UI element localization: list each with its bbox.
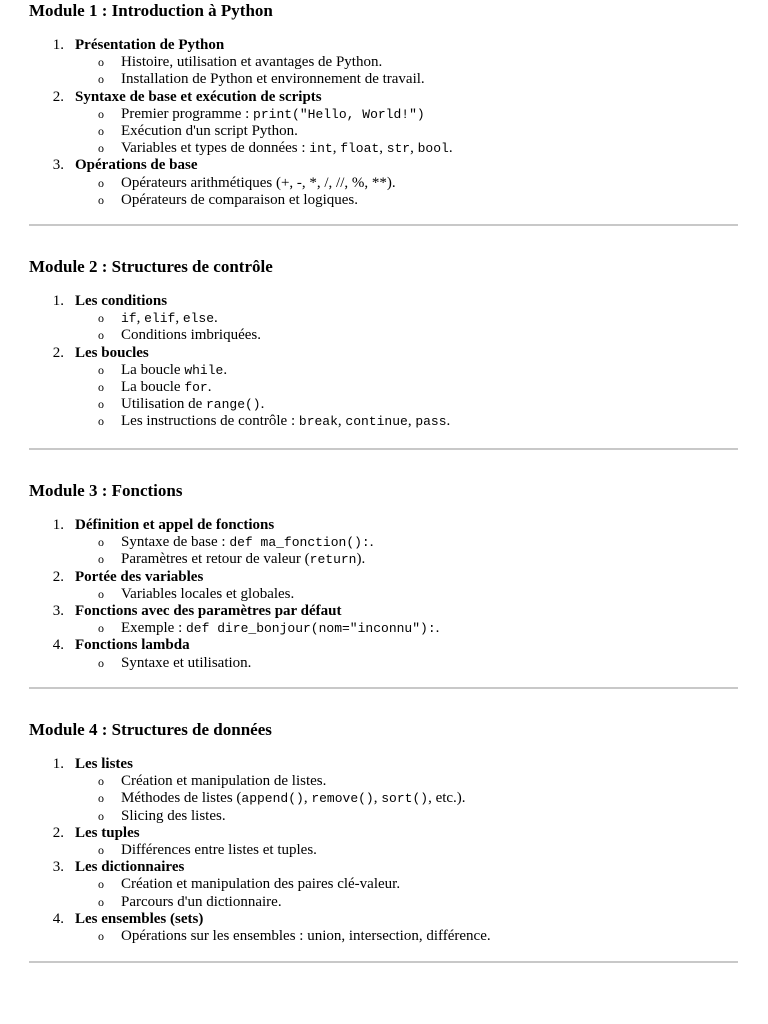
sub-list <box>29 175 738 209</box>
list-item-title: Les listes <box>75 756 133 772</box>
sub-list-item <box>29 379 738 396</box>
list-item-heading <box>29 157 738 174</box>
list-item-heading <box>29 345 738 362</box>
sub-list <box>29 842 738 859</box>
sub-list-text <box>121 379 211 396</box>
inline-code: def ma_fonction(): <box>229 535 370 551</box>
sub-list-text <box>121 655 251 672</box>
sub-list-item <box>29 534 738 551</box>
text-segment: , <box>407 413 416 430</box>
list-item-title: Fonctions avec des paramètres par défaut <box>75 602 342 619</box>
text-segment: Les instructions de contrôle : <box>121 413 299 430</box>
list-item-heading <box>29 637 738 654</box>
circle-bullet-icon: o <box>98 842 104 857</box>
list-item-heading <box>29 569 738 586</box>
list-item-number: 2. <box>52 344 64 361</box>
module-items <box>29 293 738 431</box>
inline-code: for <box>184 379 208 395</box>
module-items <box>29 517 738 672</box>
sub-list <box>29 54 738 88</box>
text-segment: , <box>373 790 382 807</box>
list-item <box>29 825 738 859</box>
module-items <box>29 756 738 945</box>
circle-bullet-icon: o <box>98 877 104 892</box>
text-segment: , <box>175 310 183 327</box>
text-segment: , <box>410 140 418 157</box>
inline-code: elif <box>144 311 176 327</box>
text-segment: La boucle <box>121 378 185 395</box>
circle-bullet-icon: o <box>98 791 104 806</box>
inline-code: sort() <box>381 791 429 807</box>
inline-code: bool <box>417 141 449 157</box>
text-segment: , <box>136 310 145 327</box>
section-divider <box>29 448 738 450</box>
sub-list-text <box>121 894 282 911</box>
sub-list <box>29 876 738 910</box>
list-item-number: 4. <box>52 637 64 654</box>
module-items <box>29 37 738 209</box>
sub-list-item <box>29 655 738 672</box>
sub-list-item <box>29 842 738 859</box>
list-item-number: 2. <box>52 824 64 841</box>
module-4 <box>29 720 738 945</box>
list-item-title: Les boucles <box>75 344 149 361</box>
inline-code: print("Hello, World!") <box>253 106 425 122</box>
text-segment: , <box>303 790 312 807</box>
list-item <box>29 157 738 209</box>
circle-bullet-icon: o <box>98 141 104 156</box>
section-divider <box>29 961 738 963</box>
text-segment: Variables locales et globales. <box>121 585 295 602</box>
sub-list-item <box>29 54 738 71</box>
list-item-heading <box>29 603 738 620</box>
list-item <box>29 293 738 345</box>
section-divider <box>29 687 738 689</box>
circle-bullet-icon: o <box>98 621 104 636</box>
circle-bullet-icon: o <box>98 552 104 567</box>
list-item-title: Les tuples <box>75 824 140 841</box>
list-item <box>29 911 738 945</box>
text-segment: Premier programme : <box>121 105 254 122</box>
list-item-heading <box>29 756 738 773</box>
module-1 <box>29 1 738 209</box>
sub-list-text <box>121 54 382 71</box>
list-item-number: 3. <box>52 859 64 876</box>
circle-bullet-icon: o <box>98 362 104 377</box>
text-segment: Différences entre listes et tuples. <box>121 841 317 858</box>
circle-bullet-icon: o <box>98 808 104 823</box>
list-item-number: 2. <box>52 568 64 585</box>
list-item-title: Portée des variables <box>75 568 204 585</box>
text-segment: Opérations sur les ensembles : union, intersection, différence. <box>121 927 491 944</box>
inline-code: float <box>340 141 380 157</box>
list-item-heading <box>29 89 738 106</box>
circle-bullet-icon: o <box>98 328 104 343</box>
text-segment: Syntaxe de base : <box>121 534 230 551</box>
module-2 <box>29 257 738 431</box>
text-segment: Installation de Python et environnement de travail. <box>121 71 425 88</box>
circle-bullet-icon: o <box>98 535 104 550</box>
list-item-heading <box>29 825 738 842</box>
sub-list-text <box>121 123 298 140</box>
text-segment: . <box>260 396 265 413</box>
sub-list-item <box>29 790 738 807</box>
text-segment: Variables et types de données : <box>121 140 310 157</box>
circle-bullet-icon: o <box>98 175 104 190</box>
inline-code: return <box>309 552 357 568</box>
sub-list-item <box>29 876 738 893</box>
list-item-heading <box>29 911 738 928</box>
inline-code: def dire_bonjour(nom="inconnu"): <box>185 621 436 637</box>
list-item-heading <box>29 517 738 534</box>
sub-list-item <box>29 808 738 825</box>
text-segment: , <box>379 140 387 157</box>
text-segment: Méthodes de listes ( <box>121 790 242 807</box>
sub-list-text <box>121 71 425 88</box>
sub-list-item <box>29 106 738 123</box>
sub-list-item <box>29 175 738 192</box>
sub-list-item <box>29 71 738 88</box>
sub-list-text <box>121 790 466 807</box>
list-item-title: Les conditions <box>75 293 168 309</box>
circle-bullet-icon: o <box>98 655 104 670</box>
list-item-title: Opérations de base <box>75 157 198 174</box>
circle-bullet-icon: o <box>98 106 104 121</box>
circle-bullet-icon: o <box>98 192 104 207</box>
text-segment: Opérateurs de comparaison et logiques. <box>121 191 359 208</box>
sub-list <box>29 620 738 637</box>
text-segment: . <box>446 413 451 430</box>
circle-bullet-icon: o <box>98 72 104 87</box>
list-item <box>29 37 738 89</box>
sub-list-item <box>29 192 738 209</box>
list-item-number: 3. <box>52 602 64 619</box>
list-item <box>29 637 738 671</box>
list-item-number: 1. <box>52 517 64 533</box>
list-item-title: Fonctions lambda <box>75 637 190 654</box>
sub-list <box>29 928 738 945</box>
sub-list-item <box>29 620 738 637</box>
text-segment: Paramètres et retour de valeur ( <box>121 551 310 568</box>
module-title: Module 2 : Structures de contrôle <box>29 257 273 276</box>
inline-code: int <box>309 141 333 157</box>
text-segment: . <box>448 140 453 157</box>
text-segment: Slicing des listes. <box>121 807 226 824</box>
text-segment: Utilisation de <box>121 396 206 413</box>
sub-list-text <box>121 620 439 637</box>
list-item-title: Présentation de Python <box>75 37 225 53</box>
text-segment: Parcours d'un dictionnaire. <box>121 893 282 910</box>
sub-list-text <box>121 586 294 603</box>
inline-code: break <box>298 414 338 430</box>
module-3 <box>29 481 738 672</box>
sub-list-text <box>121 551 365 568</box>
sub-list-text <box>121 310 218 327</box>
circle-bullet-icon: o <box>98 586 104 601</box>
text-segment: Conditions imbriquées. <box>121 327 261 344</box>
list-item <box>29 756 738 825</box>
sub-list-text <box>121 327 261 344</box>
sub-list <box>29 655 738 672</box>
list-item-title: Syntaxe de base et exécution de scripts <box>75 88 322 105</box>
text-segment: Syntaxe et utilisation. <box>121 654 252 671</box>
inline-code: str <box>386 141 411 157</box>
text-segment: Opérateurs arithmétiques (+, -, *, /, //, %, **). <box>121 174 396 191</box>
text-segment: , <box>332 140 341 157</box>
text-segment: ). <box>356 551 366 568</box>
sub-list <box>29 586 738 603</box>
sub-list-item <box>29 551 738 568</box>
list-item <box>29 517 738 569</box>
sub-list-text <box>121 106 425 123</box>
text-segment: Création et manipulation des paires clé-valeur. <box>121 876 401 893</box>
module-title: Module 3 : Fonctions <box>29 481 183 500</box>
circle-bullet-icon: o <box>98 894 104 909</box>
text-segment: Création et manipulation de listes. <box>121 773 327 790</box>
sub-list-item <box>29 773 738 790</box>
text-segment: . <box>369 534 374 551</box>
sub-list <box>29 310 738 344</box>
inline-code: pass <box>415 414 447 430</box>
sub-list <box>29 773 738 825</box>
module-title: Module 1 : Introduction à Python <box>29 1 273 20</box>
sub-list-item <box>29 413 738 430</box>
circle-bullet-icon: o <box>98 414 104 429</box>
list-item-number: 1. <box>52 293 64 309</box>
text-segment: , <box>337 413 346 430</box>
inline-code: if <box>121 311 137 327</box>
text-segment: La boucle <box>121 361 185 378</box>
sub-list-text <box>121 362 227 379</box>
circle-bullet-icon: o <box>98 774 104 789</box>
sub-list-text <box>121 396 264 413</box>
sub-list-text <box>121 876 400 893</box>
sub-list-text <box>121 413 450 430</box>
circle-bullet-icon: o <box>98 379 104 394</box>
inline-code: range() <box>206 397 261 413</box>
list-item-title: Définition et appel de fonctions <box>75 517 275 533</box>
sub-list-item <box>29 928 738 945</box>
circle-bullet-icon: o <box>98 123 104 138</box>
list-item <box>29 89 738 158</box>
list-item-number: 3. <box>52 157 64 174</box>
sub-list-item <box>29 123 738 140</box>
sub-list-item <box>29 586 738 603</box>
circle-bullet-icon: o <box>98 397 104 412</box>
sub-list <box>29 534 738 568</box>
list-item <box>29 569 738 603</box>
sub-list <box>29 362 738 431</box>
list-item-heading <box>29 37 738 54</box>
sub-list-text <box>121 928 491 945</box>
text-segment: Exécution d'un script Python. <box>121 122 298 139</box>
sub-list-text <box>121 192 358 209</box>
inline-code: append() <box>241 791 304 807</box>
list-item-number: 4. <box>52 910 64 927</box>
text-segment: . <box>207 378 212 395</box>
circle-bullet-icon: o <box>98 55 104 70</box>
list-item-title: Les ensembles (sets) <box>75 910 204 927</box>
list-item <box>29 603 738 637</box>
inline-code: continue <box>345 414 408 430</box>
circle-bullet-icon: o <box>98 311 104 326</box>
list-item-number: 2. <box>52 88 64 105</box>
sub-list-text <box>121 773 326 790</box>
list-item-heading <box>29 859 738 876</box>
sub-list-text <box>121 140 453 157</box>
text-segment: . <box>435 620 440 637</box>
sub-list-item <box>29 310 738 327</box>
list-item <box>29 345 738 431</box>
inline-code: while <box>184 362 224 378</box>
text-segment: . <box>214 310 218 327</box>
sub-list-text <box>121 175 396 192</box>
sub-list <box>29 106 738 158</box>
sub-list-text <box>121 808 226 825</box>
sub-list-text <box>121 534 374 551</box>
text-segment: Histoire, utilisation et avantages de Python. <box>121 54 383 71</box>
text-segment: . <box>223 361 228 378</box>
sub-list-item <box>29 327 738 344</box>
list-item-title: Les dictionnaires <box>75 859 185 876</box>
text-segment: , etc.). <box>428 790 466 807</box>
circle-bullet-icon: o <box>98 928 104 943</box>
list-item-number: 1. <box>52 37 64 53</box>
list-item-heading <box>29 293 738 310</box>
module-title: Module 4 : Structures de données <box>29 720 272 739</box>
sub-list-text <box>121 842 317 859</box>
sub-list-item <box>29 894 738 911</box>
sub-list-item <box>29 362 738 379</box>
inline-code: else <box>182 311 215 327</box>
list-item-number: 1. <box>52 756 64 772</box>
inline-code: remove() <box>311 791 374 807</box>
section-divider <box>29 224 738 226</box>
text-segment: Exemple : <box>121 620 186 637</box>
list-item <box>29 859 738 911</box>
sub-list-item <box>29 140 738 157</box>
sub-list-item <box>29 396 738 413</box>
